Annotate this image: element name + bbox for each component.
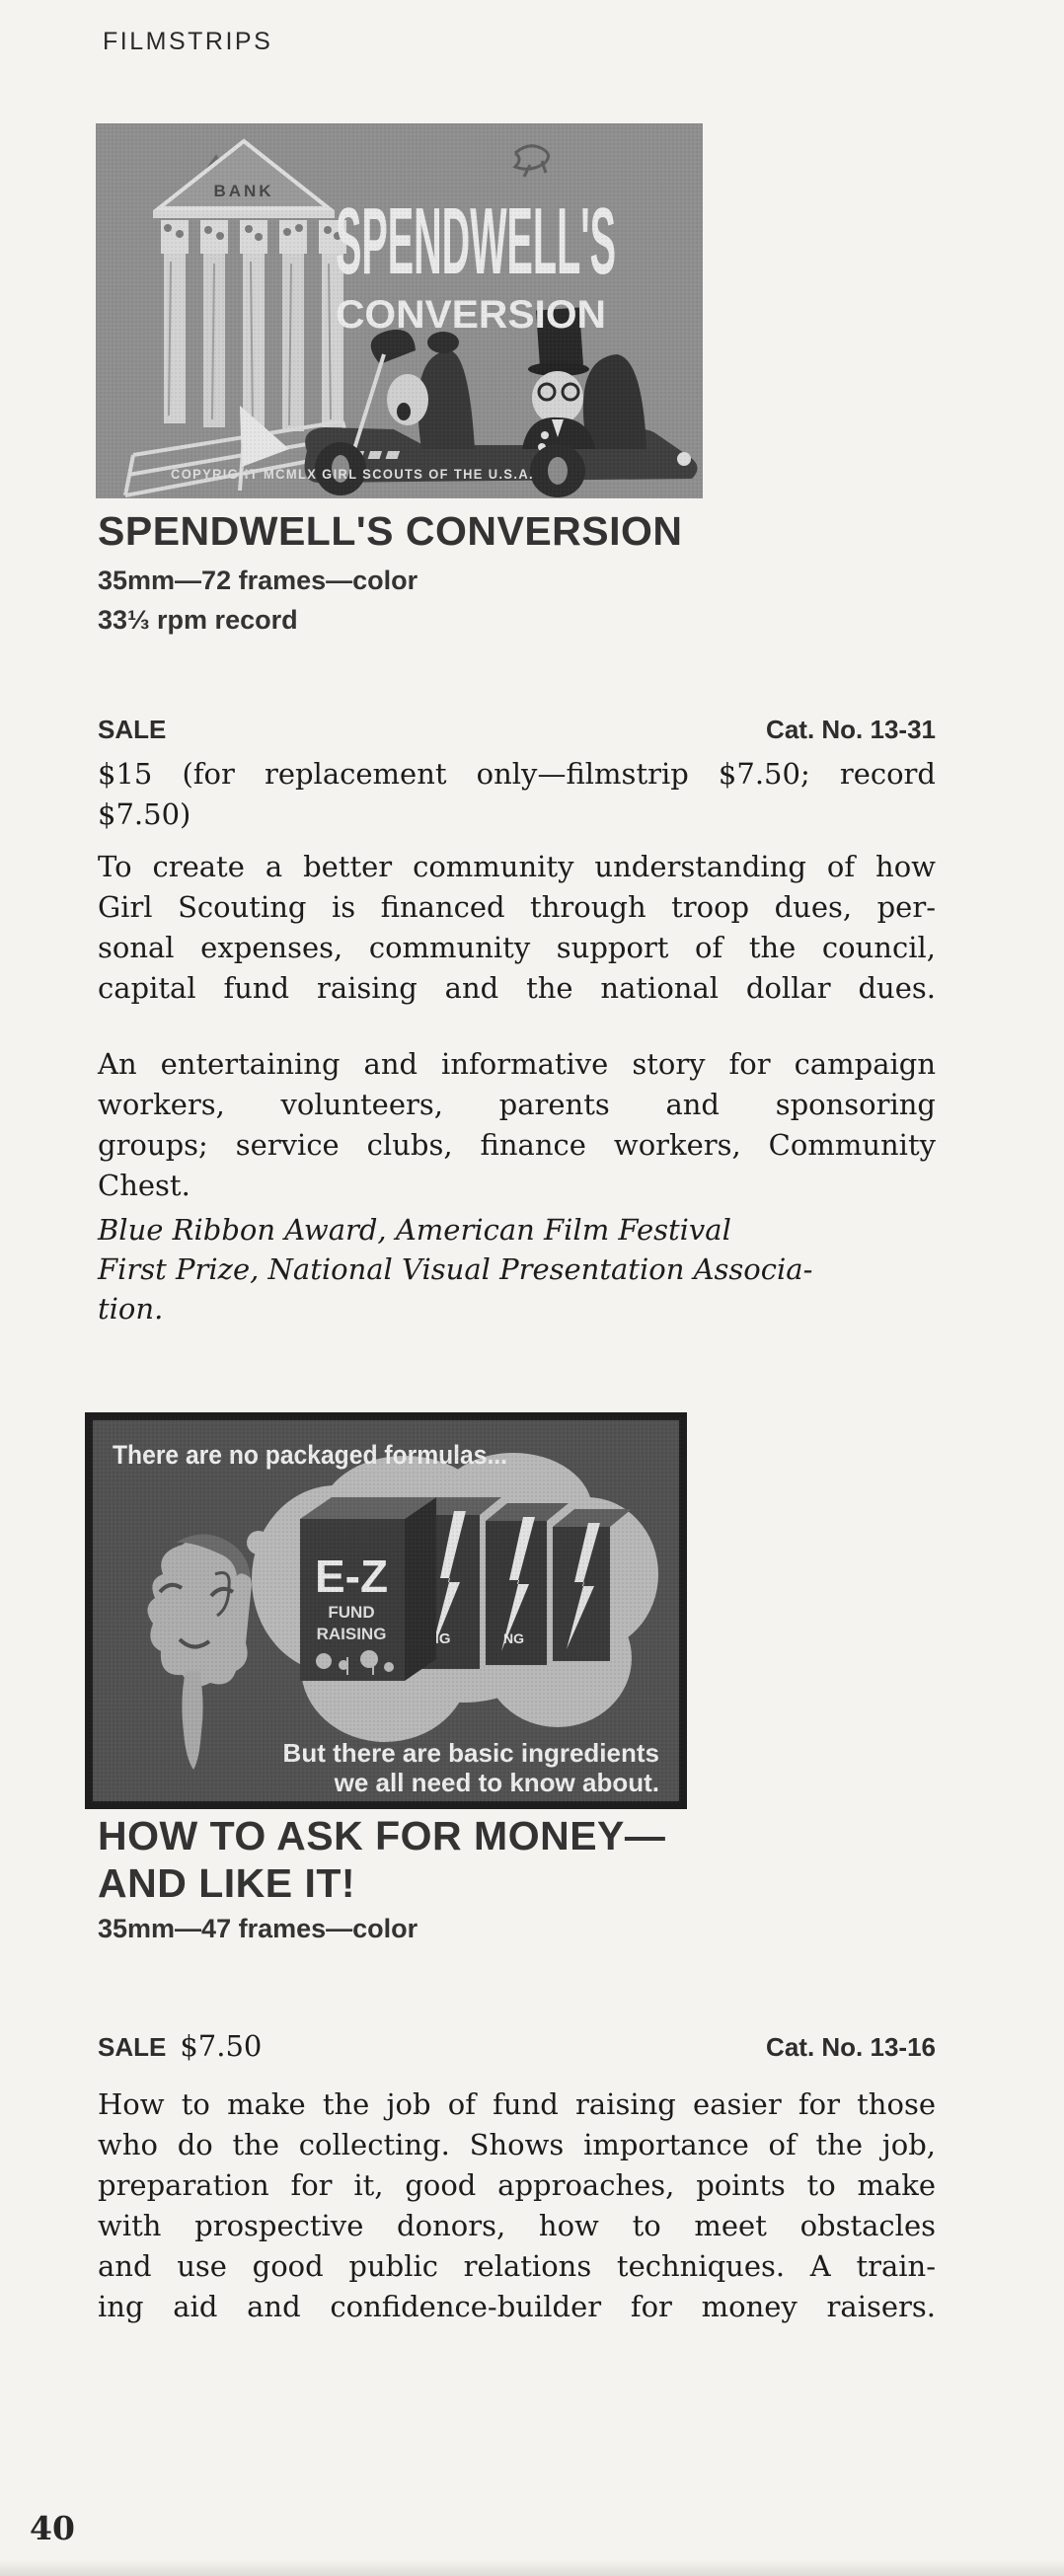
text-line: ing aid and confidence-builder for money raisers. bbox=[98, 2290, 936, 2323]
text-line: workers, volunteers, parents and sponsoring bbox=[98, 1088, 936, 1121]
text-line: An entertaining and informative story for campaign bbox=[98, 1047, 936, 1081]
item2-title bbox=[98, 1812, 947, 1907]
award-line: First Prize, National Visual Presentation Associa- bbox=[98, 1252, 813, 1286]
text-line: who do the collecting. Shows importance of the job, bbox=[98, 2128, 936, 2161]
text-line: Chest. bbox=[98, 1169, 190, 1202]
text-line: preparation for it, good approaches, points to make bbox=[98, 2168, 936, 2202]
item2-description bbox=[98, 2084, 936, 2327]
text-line: $15 (for replacement only—filmstrip $7.50; record bbox=[98, 757, 936, 791]
award-line: tion. bbox=[98, 1292, 164, 1326]
item2-sale-price: $7.50 bbox=[180, 2029, 263, 2063]
scan-edge-shadow bbox=[0, 2560, 1064, 2576]
text-line: capital fund raising and the national dollar dues. bbox=[98, 971, 936, 1005]
item2-sale-row bbox=[98, 2029, 936, 2063]
item2-sale-label: SALE bbox=[98, 2032, 167, 2062]
item2-title-line: AND LIKE IT! bbox=[98, 1860, 356, 1906]
filmstrip-frame-spendwells-conversion bbox=[96, 123, 703, 498]
text-line: How to make the job of fund raising easier for those bbox=[98, 2087, 936, 2121]
halftone-overlay bbox=[89, 1416, 683, 1805]
item1-cat-no: Cat. No. 13-31 bbox=[766, 715, 936, 744]
item1-description-2 bbox=[98, 1044, 936, 1206]
item1-price-block bbox=[98, 754, 936, 835]
item1-awards bbox=[98, 1210, 936, 1328]
text-line: Girl Scouting is financed through troop dues, per- bbox=[98, 890, 936, 924]
item1-description-1 bbox=[98, 847, 936, 1009]
item1-spec-line: 35mm—72 frames—color bbox=[98, 566, 418, 595]
item1-sale-label: SALE bbox=[98, 715, 167, 744]
item1-title: SPENDWELL'S CONVERSION bbox=[98, 508, 683, 554]
text-line: with prospective donors, how to meet obstacles bbox=[98, 2209, 936, 2242]
item2-title-line: HOW TO ASK FOR MONEY— bbox=[98, 1813, 666, 1858]
text-line: To create a better community understanding of how bbox=[98, 850, 936, 883]
halftone-overlay bbox=[96, 123, 703, 498]
item2-cat-no: Cat. No. 13-16 bbox=[766, 2032, 936, 2062]
page-number: 40 bbox=[30, 2509, 75, 2547]
item2-spec-line: 35mm—47 frames—color bbox=[98, 1914, 418, 1943]
award-line: Blue Ribbon Award, American Film Festival bbox=[98, 1213, 731, 1247]
filmstrip-frame-how-to-ask-for-money bbox=[89, 1416, 683, 1805]
item1-spec-line: 33⅓ rpm record bbox=[98, 605, 298, 635]
text-line: $7.50) bbox=[98, 797, 191, 831]
text-line: groups; service clubs, finance workers, Community bbox=[98, 1128, 936, 1162]
item1-sale-row bbox=[98, 715, 936, 745]
text-line: and use good public relations techniques. A train- bbox=[98, 2249, 936, 2283]
page-header: FILMSTRIPS bbox=[103, 28, 273, 55]
text-line: sonal expenses, community support of the council, bbox=[98, 931, 936, 964]
